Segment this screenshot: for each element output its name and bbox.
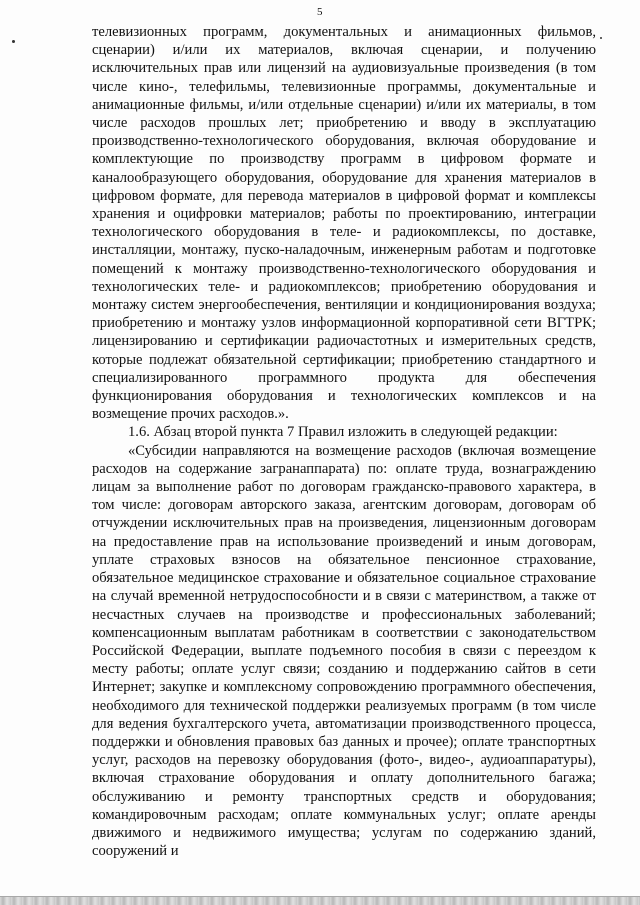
page-number: 5 bbox=[317, 6, 323, 18]
paragraph-quoted-rule: «Субсидии направляются на возмещение расходов (включая возмещение расходов на содержание загранаппарата) по: оплате труда, вознаграждению лицам за выполнение работ по договорам гражданско-правового характера, в том числе: договорам авторского заказа, агентским договорам, договорам об отчуждении исключительных прав на произведения, лицензионным договорам на предоставление прав на использование произведений и иным договорам, уплате страховых взносов на обязательное пенсионное страхование, обязательное медицинское страхование и обязательное социальное страхование на случай временной нетрудоспособности и в связи с материнством, а также от несчастных случаев на производстве и профессиональных заболеваний; компенсационным выплатам работникам в соответствии с законодательством Российской Федерации, выплате подъемного пособия в связи с переездом к месту работы; оплате услуг связи; созданию и поддержанию сайтов в сети Интернет; закупке и комплексному сопровождению программного обеспечения, необходимого для технической поддержки реализуемых программ (в том числе для ведения бухгалтерского учета, автоматизации производственного процесса, поддержки и обновления правовых баз данных и прочее); оплате транспортных услуг, расходов на перевозку оборудования (фото-, видео-, аудиоаппаратуры), включая страхование оборудования и оплату дополнительного багажа; обслуживанию и ремонту транспортных средств и оборудования; командировочным расходам; оплате коммунальных услуг; оплате аренды движимого и недвижимого имущества; услугам по содержанию зданий, сооружений и bbox=[92, 442, 596, 860]
paragraph-clause-1-6: 1.6. Абзац второй пункта 7 Правил изложить в следующей редакции: bbox=[128, 424, 558, 441]
scan-speck-right bbox=[600, 37, 602, 39]
paragraph-continuation: телевизионных программ, документальных и анимационных фильмов, сценарии) и/или их материалов, включая сценарии, и получению исключительных прав или лицензий на аудиовизуальные произведения (в том числе кино-, телефильмы, телевизионные программы, документальные и анимационные фильмы, и/или отдельные сценарии) и/или их материалы, в том числе расходов прошлых лет; приобретению и вводу в эксплуатацию производственно-технологического оборудования, включая оборудование и комплектующие по производству программ в цифровом формате и каналообразующего оборудования, оборудование для хранения материалов в цифровом формате, для перевода материалов в цифровой формат и комплексы хранения и оцифровки материалов; работы по проектированию, интеграции технологического оборудования в теле- и радиокомплексы, по доставке, инсталляции, монтажу, пуско-наладочным, инженерным работам и подготовке помещений к монтажу производственно-технологического оборудования и технологических теле- и радиокомплексов; приобретению оборудования и монтажу систем энергообеспечения, вентиляции и кондиционирования воздуха; приобретению и монтажу узлов информационной корпоративной сети ВГТРК; лицензированию и сертификации радиочастотных и измерительных средств, которые подлежат обязательной сертификации; приобретению стандартного и специализированного программного продукта для обеспечения функционирования оборудования и технологических комплексов и на возмещение прочих расходов.». bbox=[92, 24, 596, 423]
scan-speck-left bbox=[12, 40, 15, 43]
scan-edge-artifact bbox=[0, 897, 640, 905]
document-body bbox=[92, 23, 596, 860]
